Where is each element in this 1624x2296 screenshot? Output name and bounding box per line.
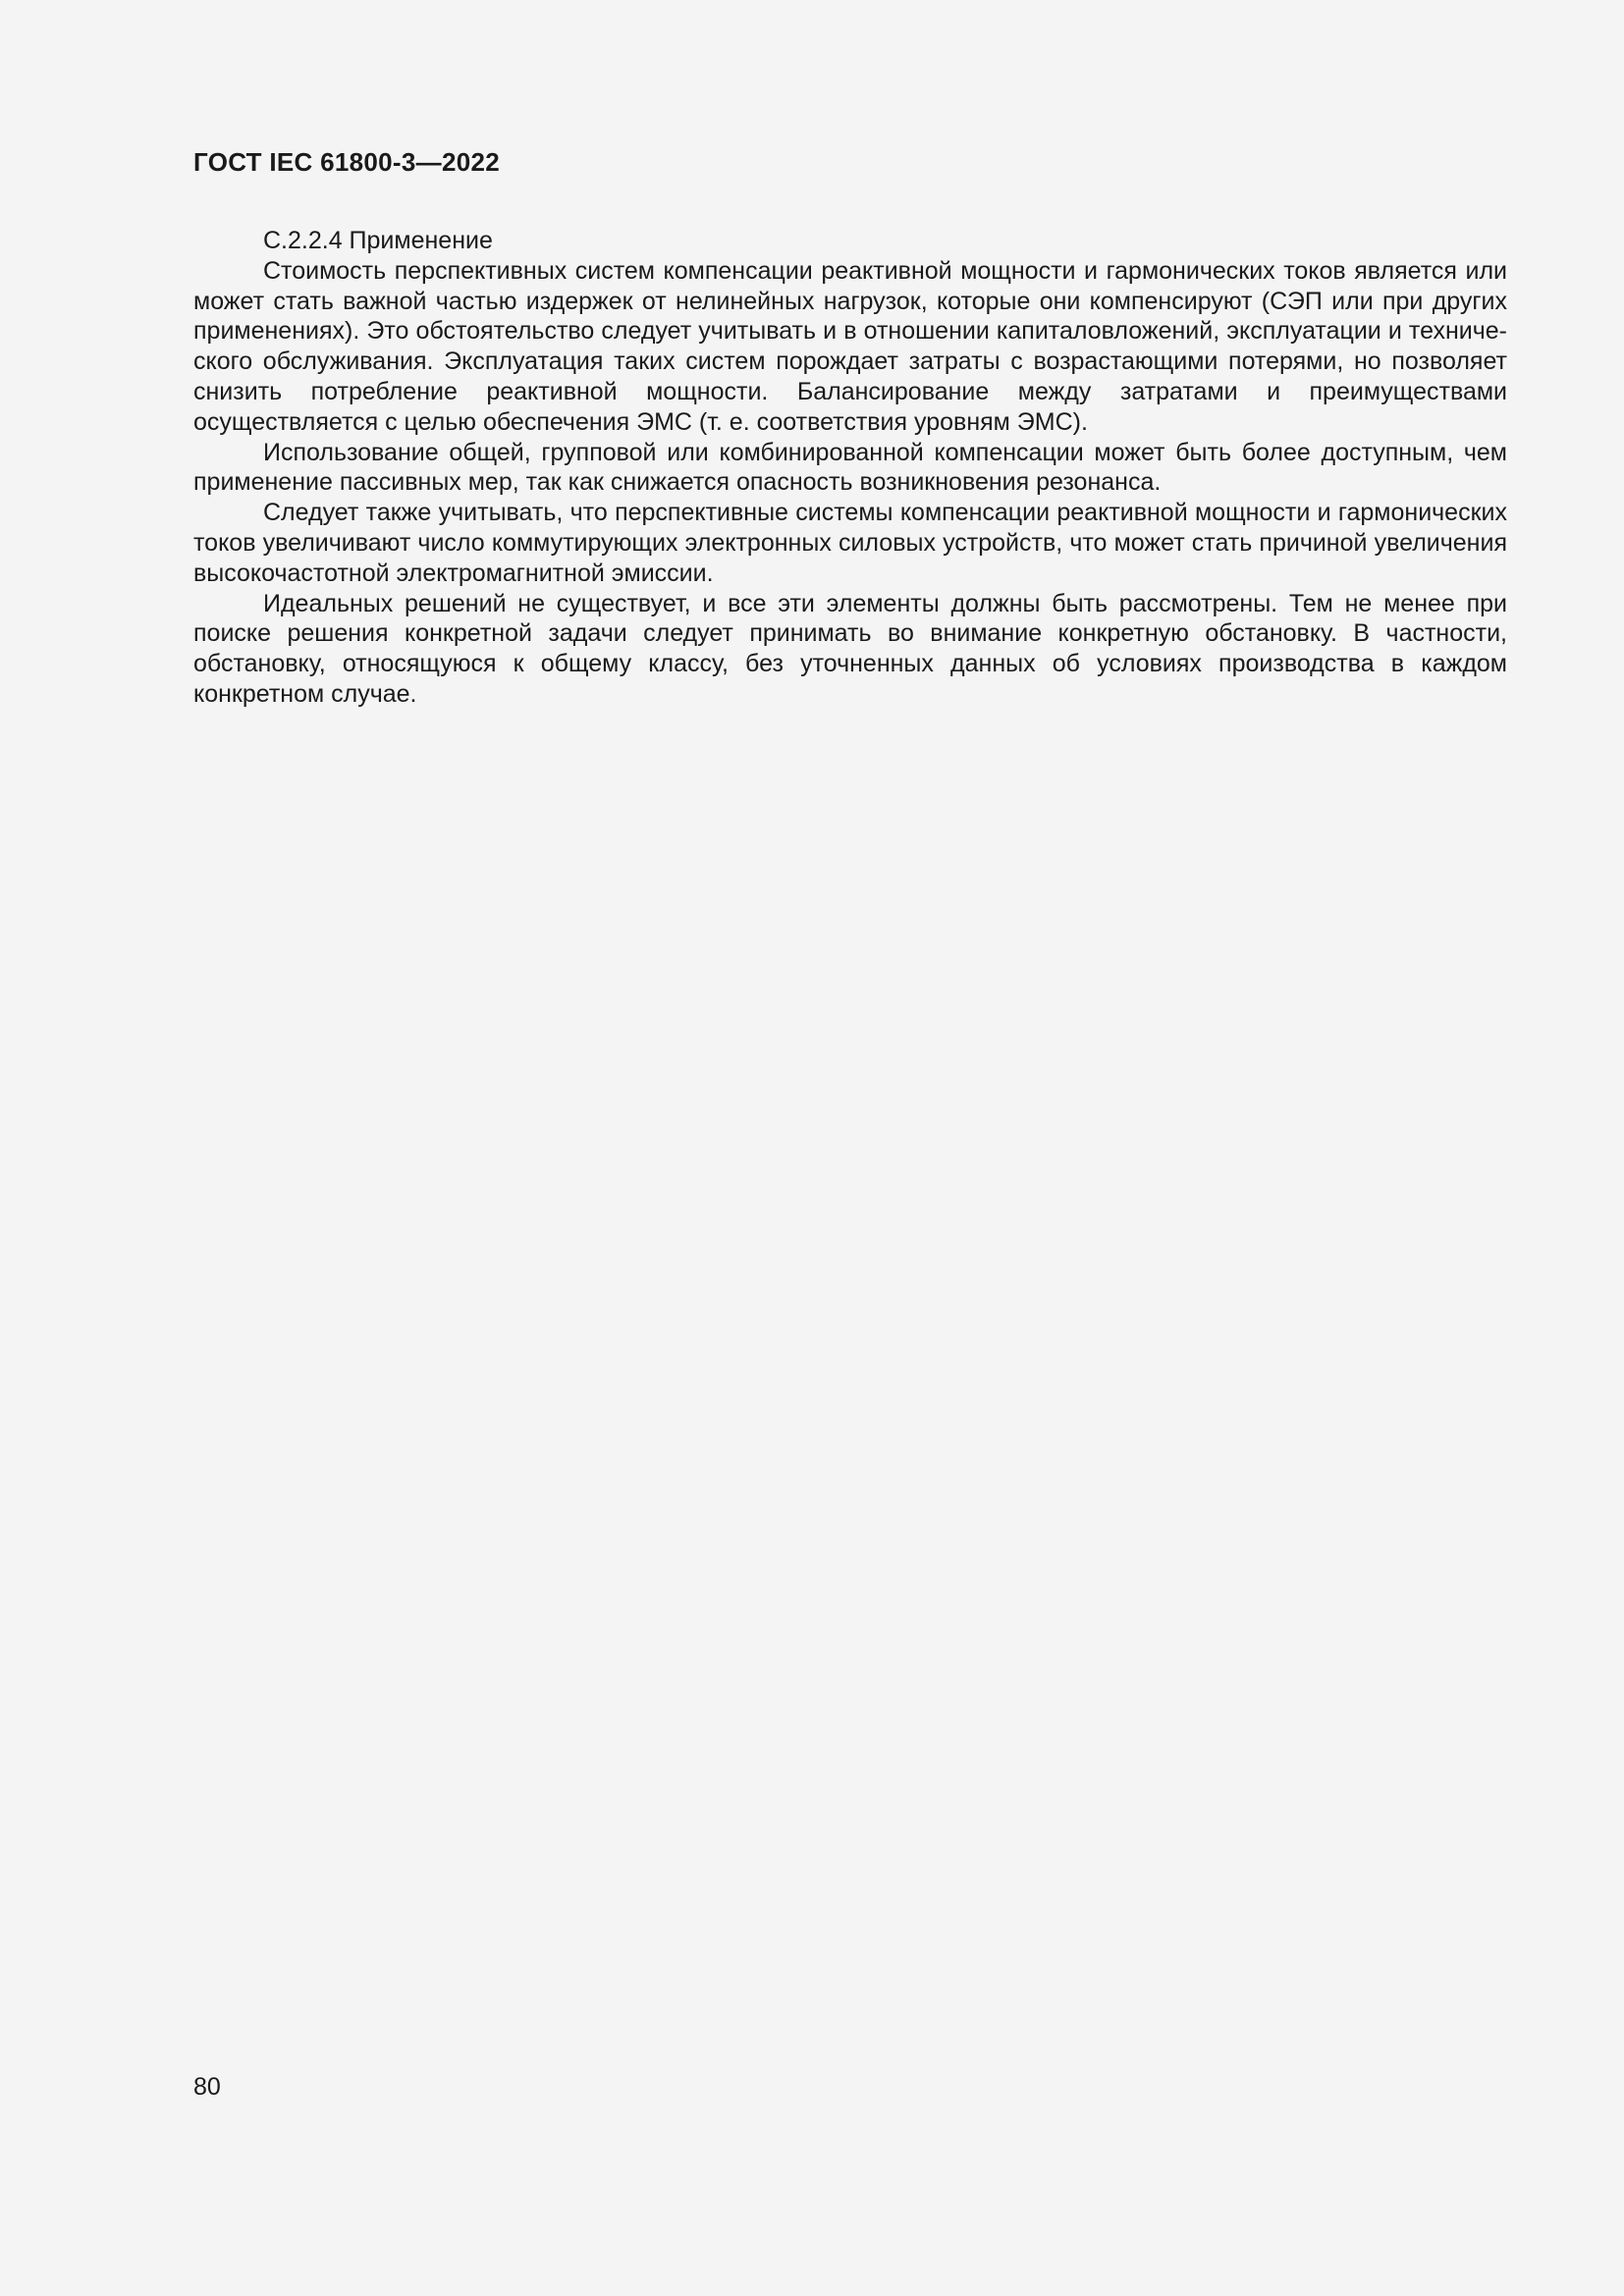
section-heading: С.2.2.4 Применение	[263, 227, 493, 254]
paragraph-solutions: Идеальных решений не существует, и все эти элементы должны быть рассмотрены. Тем не менее при поиске решения конкретной задачи следует принимать во внимание конкретную обстановку. В частности, обстановку, относящуюся к общему классу, без уточненных данных об условиях производства в каждом конкретном случае.	[193, 589, 1507, 708]
paragraph-cost: Стоимость перспективных систем компенсации реактивной мощности и гармонических токов является или может стать важной частью издержек от нелинейных нагрузок, которые они компенсируют (СЭП или при других применениях). Это обстоятельство следует учитывать и в отношении капиталовложений, эксплуатации и технического обслуживания. Эксплуатация таких систем порождает затраты с возрастающими потерями, но позволяет снизить потребление реактивной мощности. Балансирование между затратами и преимуществами осуществляется с целью обеспечения ЭМС (т. е. соответствия уровням ЭМС).	[193, 256, 1507, 436]
document-body	[193, 226, 1507, 710]
page-number: 80	[193, 2073, 221, 2101]
paragraph-emission: Следует также учитывать, что перспективные системы компенсации реактивной мощности и гармонических токов увеличивают число коммутирующих электронных силовых устройств, что может стать причиной увеличения высокочастотной электромагнитной эмиссии.	[193, 499, 1507, 587]
paragraph-compensation: Использование общей, групповой или комбинированной компенсации может быть более доступным, чем применение пассивных мер, так как снижается опасность возникновения резонанса.	[193, 438, 1507, 497]
document-header: ГОСТ IEC 61800-3—2022	[193, 147, 500, 177]
